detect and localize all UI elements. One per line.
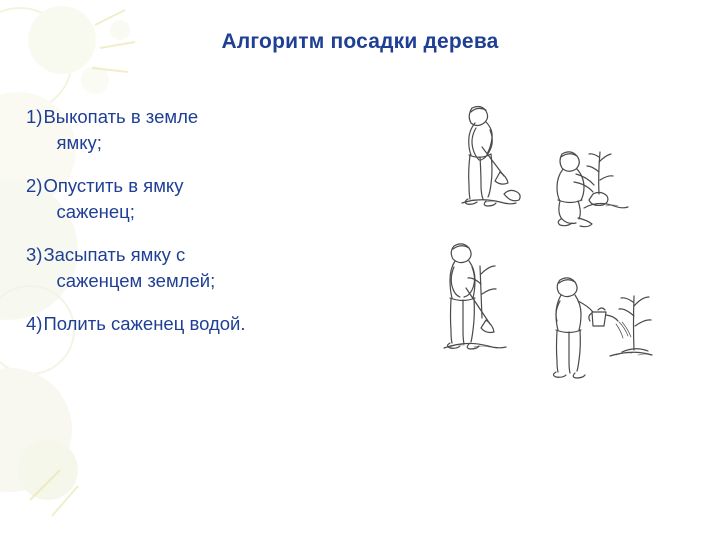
list-item-text [42,104,356,156]
list-item-line2: ямку; [56,132,102,153]
list-item-number: 3) [26,244,43,265]
steps-list [26,104,356,354]
list-item-line1: Полить саженец водой. [43,313,246,334]
page-title: Алгоритм посадки дерева [221,30,499,53]
list-item-line1: Засыпать ямку с [43,244,186,265]
illustration [420,96,670,396]
list-item-line2: саженцем землей; [56,270,216,291]
list-item-text [42,173,356,225]
list-item-number: 1) [26,106,43,127]
list-item-line1: Выкопать в земле [43,106,199,127]
list-item-text [42,311,356,337]
list-item [26,311,356,337]
list-item-number: 4) [26,313,43,334]
list-item-line1: Опустить в ямку [43,175,184,196]
list-item [26,173,356,225]
list-item-line2: саженец; [56,201,135,222]
list-item-text [42,242,356,294]
list-item [26,104,356,156]
list-item [26,242,356,294]
list-item-number: 2) [26,175,43,196]
tree-planting-sketch-icon [420,96,670,396]
